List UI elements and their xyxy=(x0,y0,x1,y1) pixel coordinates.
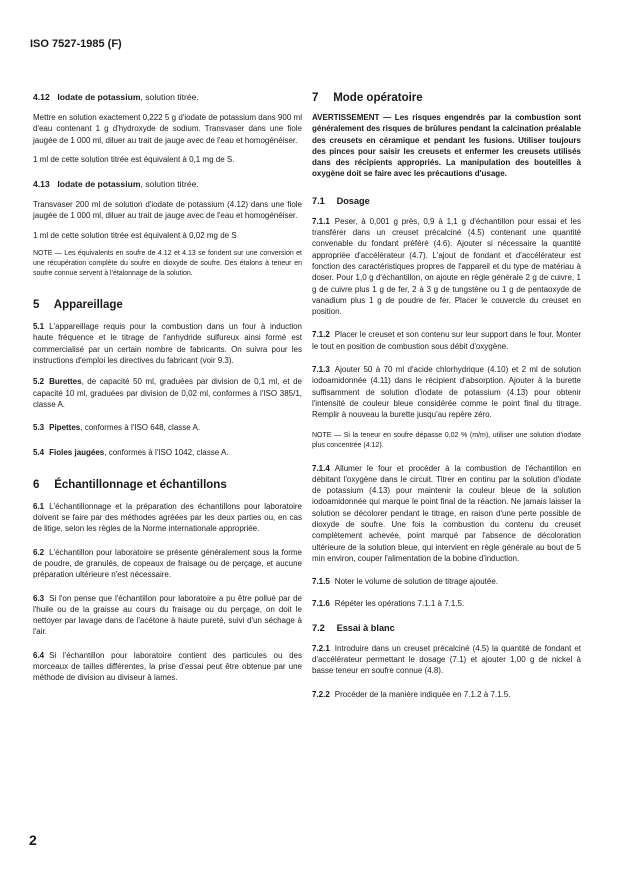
paragraph-number: 5.4 xyxy=(33,448,45,458)
document-header: ISO 7527-1985 (F) xyxy=(30,38,122,50)
paragraph-text: Allumer le four et procéder à la combustion de l'échantillon en débitant l'oxygène dans le circuit. Titrer en continu par la solution d'iodate de potassium (4.13) pour maintenir la couleur bleue de la solution iodoamidonnée qui marque le point final de la réaction. Ne jamais laisser la solution se décolorer pendant le titrage, en raison d'une perte possible de dioxyde de soufre. Une fois la combustion du contenu du creuset complètement achevée, point marqué par l'absence de décoloration ultérieure de la solution bleue, qui intervient en règle générale au bout de 5 min environ, couper l'alimentation de la bobine d'induction. xyxy=(312,463,581,563)
warning-label: AVERTISSEMENT xyxy=(312,113,380,122)
note: NOTE — Les équivalents en soufre de 4.12 et 4.13 se fondent sur une conversion et une récupération complète du soufre en dioxyde de soufre. Des étalons à teneur en soufre connue servent à l'étalonnage de la solution. xyxy=(33,250,302,278)
paragraph-number: 5.3 xyxy=(33,423,45,433)
section-number: 5 xyxy=(33,299,40,312)
paragraph-6-3 xyxy=(33,593,302,638)
paragraph-text: , de capacité 50 ml, graduées par division de 0,1 ml, et de capacité 10 ml, graduées par division de 0,02 ml, conformes à l'ISO 385/1, classe A. xyxy=(33,377,302,409)
paragraph-number: 6.3 xyxy=(33,593,45,603)
paragraph-number: 5.2 xyxy=(33,377,45,387)
paragraph-6-4 xyxy=(33,650,302,684)
subsection-4-13-heading xyxy=(33,179,302,189)
paragraph-number: 6.2 xyxy=(33,547,45,557)
paragraph-term: Burettes xyxy=(49,377,82,387)
warning-text: — Les risques engendrés par la combustion sont généralement des risques de brûlures pendant la calcination préalable des creusets en céramique et pendant les fusions. Utiliser toujours des pinces pour saisir les creusets et enfermer les creusets utilisés dans des récipients appropriés. La manipulation des bouteilles à oxygène doit se faire avec les précautions d'usage. xyxy=(312,113,581,179)
subsection-4-12-heading xyxy=(33,92,302,102)
paragraph-number: 7.1.6 xyxy=(312,598,330,608)
paragraph-number: 7.1.5 xyxy=(312,577,330,587)
paragraph-7-1-3 xyxy=(312,364,581,420)
paragraph-7-1-2 xyxy=(312,329,581,352)
paragraph-7-1-6 xyxy=(312,598,581,609)
subsection-title: Essai à blanc xyxy=(336,622,395,633)
paragraph-number: 7.2.1 xyxy=(312,643,330,653)
paragraph-number: 7.1.3 xyxy=(312,365,330,375)
note: NOTE — Si la teneur en soufre dépasse 0,02 % (m/m), utiliser une solution d'iodate plus concentrée (4.12). xyxy=(312,431,581,449)
subsection-title: Iodate de potassium xyxy=(57,92,141,102)
paragraph-term: Fioles jaugées xyxy=(49,448,105,458)
subsection-7-1-heading xyxy=(312,196,581,206)
paragraph-5-3 xyxy=(33,422,302,433)
subsection-number: 4.12 xyxy=(33,92,50,102)
paragraph-number: 7.2.2 xyxy=(312,689,330,699)
paragraph-number: 5.1 xyxy=(33,322,45,332)
paragraph-5-2 xyxy=(33,376,302,410)
paragraph-number: 6.1 xyxy=(33,501,45,511)
paragraph-text: Noter le volume de solution de titrage ajoutée. xyxy=(334,577,499,587)
paragraph: Transvaser 200 ml de solution d'iodate de potassium (4.12) dans une fiole jaugée de 1 000 ml, diluer au trait de jauge avec de l'eau et homogénéiser. xyxy=(33,200,302,221)
paragraph-5-1 xyxy=(33,321,302,366)
subsection-title: Dosage xyxy=(336,195,370,206)
right-column xyxy=(312,92,581,700)
section-title: Échantillonnage et échantillons xyxy=(54,478,227,491)
paragraph-text: Si l'on pense que l'échantillon pour laboratoire a pu être pollué par de l'huile ou de la graisse au cours du fraisage ou du perçage, on doit le nettoyer par lavage dans de l'acétone à haute pureté, suivi d'un séchage à l'air. xyxy=(33,593,302,637)
subsection-7-2-heading xyxy=(312,623,581,633)
paragraph-6-1 xyxy=(33,501,302,535)
paragraph-text: Si l'échantillon pour laboratoire contient des particules ou des morceaux de tailles différentes, la prise d'essai peut être obtenue par une méthode de division au diviseur à lames. xyxy=(33,650,302,683)
paragraph-7-2-2 xyxy=(312,689,581,700)
paragraph: Mettre en solution exactement 0,222 5 g d'iodate de potassium dans 900 ml d'eau contenant 1 g d'hydroxyde de sodium. Transvaser dans une fiole jaugée de 1 000 ml, diluer au trait de jauge avec de l'eau et homogénéiser. xyxy=(33,113,302,145)
paragraph-7-1-1 xyxy=(312,216,581,318)
section-5-heading xyxy=(33,299,302,311)
paragraph-text: , conformes à l'ISO 648, classe A. xyxy=(80,423,201,433)
subsection-title-rest: , solution titrée. xyxy=(140,179,199,190)
paragraph-number: 6.4 xyxy=(33,650,45,660)
paragraph-number: 7.1.1 xyxy=(312,216,330,226)
section-6-heading xyxy=(33,479,302,491)
subsection-title-rest: , solution titrée. xyxy=(140,92,199,102)
section-title: Appareillage xyxy=(53,299,123,312)
paragraph-7-1-5 xyxy=(312,576,581,587)
paragraph-text: Répéter les opérations 7.1.1 à 7.1.5. xyxy=(334,598,465,608)
paragraph: 1 ml de cette solution titrée est équivalent à 0,1 mg de S. xyxy=(33,154,235,164)
paragraph-term: Pipettes xyxy=(49,423,81,433)
subsection-number: 4.13 xyxy=(33,179,50,190)
paragraph-text: , conformes à l'ISO 1042, classe A. xyxy=(104,448,229,458)
left-column xyxy=(33,92,302,684)
subsection-number: 7.1 xyxy=(312,195,325,206)
paragraph-text: Ajouter 50 à 70 ml d'acide chlorhydrique (4.10) et 2 ml de solution iodoamidonnée (4.11) dans le récipient d'absorption. Ajouter à la burette suffisamment de solution d'iodate de potassium (4.13) pour obtenir l'intensité de couleur bleue considérée comme le point final du titrage. Remplir à nouveau la burette jusqu'au repère zéro. xyxy=(312,365,581,420)
paragraph-text: L'échantillonnage et la préparation des échantillons pour laboratoire doivent se faire par des méthodes agréées par les deux parties ou, en cas de litige, selon les règles de la Norme internationale appropriée. xyxy=(33,501,302,534)
paragraph-7-1-4 xyxy=(312,463,581,565)
paragraph-text: Peser, à 0,001 g près, 0,9 à 1,1 g d'échantillon pour essai et les transférer dans un creuset précalciné (4.5) contenant une quantité convenable du fondant préféré (4.6). Ajouter si nécessaire la quantité appropriée d'accélérateur (4.7). L'ajout de fondant et d'accélérateur est fonction des caractéristiques propres de l'appareil et du type de matériau à doser. Pour 1,0 g d'échantillon, on ajoute en règle générale 2 g de cuivre, 1 g de cuivre plus 1 g de fer, 2 à 3 g de tungstène ou 1 g de pentaoxyde de vanadium plus 1 g de poudre de fer. Placer le couvercle du creuset en position. xyxy=(312,216,581,317)
subsection-title: Iodate de potassium xyxy=(57,179,141,190)
section-number: 6 xyxy=(33,478,40,491)
page-number: 2 xyxy=(29,832,37,848)
warning-paragraph xyxy=(312,112,581,180)
paragraph-text: L'échantillon pour laboratoire se présente généralement sous la forme de poudre, de granulés, de copeaux de fraisage ou de perçage, et aucune préparation ultérieure n'est nécessaire. xyxy=(33,547,302,580)
paragraph-7-2-1 xyxy=(312,643,581,677)
section-number: 7 xyxy=(312,92,319,104)
paragraph-6-2 xyxy=(33,547,302,581)
paragraph-5-4 xyxy=(33,447,302,458)
paragraph-text: Procéder de la manière indiquée en 7.1.2 à 7.1.5. xyxy=(334,689,511,699)
paragraph-number: 7.1.2 xyxy=(312,330,330,340)
paragraph: 1 ml de cette solution titrée est équivalent à 0,02 mg de S xyxy=(33,230,237,240)
section-7-heading xyxy=(312,92,581,104)
subsection-number: 7.2 xyxy=(312,622,325,633)
section-title: Mode opératoire xyxy=(333,92,423,104)
paragraph-text: Placer le creuset et son contenu sur leur support dans le four. Monter le tout en position de combustion sous débit d'oxygène. xyxy=(312,330,581,351)
paragraph-text: L'appareillage requis pour la combustion dans un four à induction haute fréquence et le titrage de l'anhydride sulfureux ainsi formé est commercialisé par un certain nombre de fabricants. On suivra pour les instructions d'emploi les directives du fabricant (voir 9.3). xyxy=(33,322,302,365)
paragraph-text: Introduire dans un creuset précalciné (4.5) la quantité de fondant et d'accélérateur permettant le dosage (7.1) et ajouter 1,00 g de nickel à basse teneur en soufre connue (4.8). xyxy=(312,643,581,676)
paragraph-number: 7.1.4 xyxy=(312,463,330,473)
